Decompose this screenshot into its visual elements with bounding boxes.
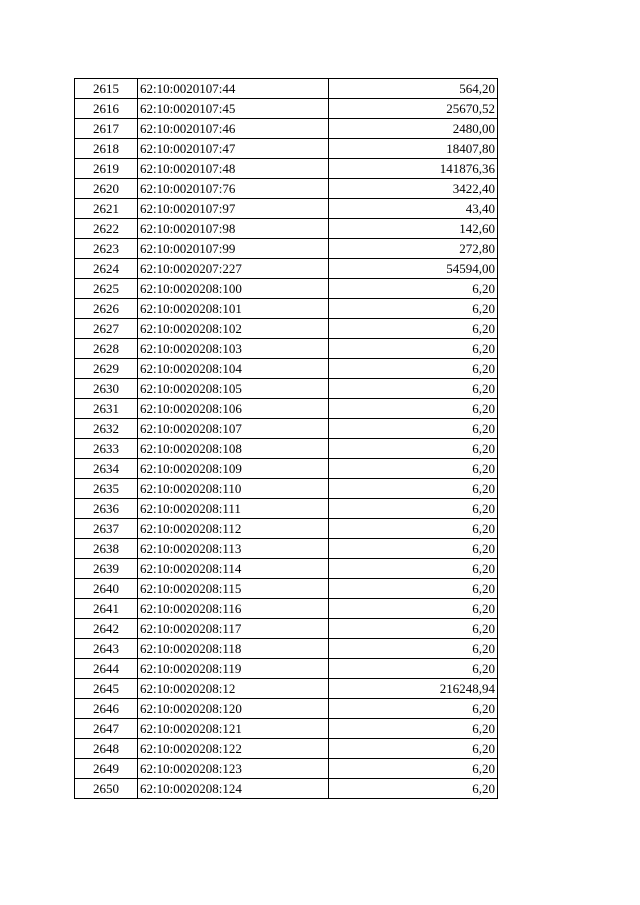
row-number-cell: 2646 xyxy=(75,699,138,719)
table-row xyxy=(75,419,498,439)
table-row xyxy=(75,779,498,799)
value-cell: 6,20 xyxy=(329,419,498,439)
row-number-cell: 2628 xyxy=(75,339,138,359)
value-cell: 6,20 xyxy=(329,459,498,479)
table-row xyxy=(75,99,498,119)
table-row xyxy=(75,639,498,659)
row-number-cell: 2630 xyxy=(75,379,138,399)
cadastral-number-cell: 62:10:0020208:111 xyxy=(138,499,329,519)
value-cell: 6,20 xyxy=(329,739,498,759)
table-row xyxy=(75,699,498,719)
value-cell: 142,60 xyxy=(329,219,498,239)
table-row xyxy=(75,479,498,499)
row-number-cell: 2640 xyxy=(75,579,138,599)
row-number-cell: 2619 xyxy=(75,159,138,179)
cadastral-number-cell: 62:10:0020208:102 xyxy=(138,319,329,339)
table-row xyxy=(75,759,498,779)
cadastral-number-cell: 62:10:0020208:107 xyxy=(138,419,329,439)
table-row xyxy=(75,739,498,759)
value-cell: 6,20 xyxy=(329,539,498,559)
value-cell: 6,20 xyxy=(329,579,498,599)
value-cell: 54594,00 xyxy=(329,259,498,279)
value-cell: 6,20 xyxy=(329,719,498,739)
value-cell: 6,20 xyxy=(329,339,498,359)
cadastral-number-cell: 62:10:0020208:120 xyxy=(138,699,329,719)
cadastral-number-cell: 62:10:0020107:44 xyxy=(138,79,329,99)
cadastral-number-cell: 62:10:0020208:118 xyxy=(138,639,329,659)
cadastral-number-cell: 62:10:0020107:46 xyxy=(138,119,329,139)
value-cell: 3422,40 xyxy=(329,179,498,199)
table-row xyxy=(75,199,498,219)
table-row xyxy=(75,119,498,139)
table-row xyxy=(75,359,498,379)
row-number-cell: 2629 xyxy=(75,359,138,379)
cadastral-number-cell: 62:10:0020208:103 xyxy=(138,339,329,359)
cadastral-number-cell: 62:10:0020207:227 xyxy=(138,259,329,279)
row-number-cell: 2645 xyxy=(75,679,138,699)
value-cell: 6,20 xyxy=(329,379,498,399)
cadastral-number-cell: 62:10:0020208:105 xyxy=(138,379,329,399)
cadastral-number-cell: 62:10:0020208:108 xyxy=(138,439,329,459)
table-row xyxy=(75,659,498,679)
value-cell: 6,20 xyxy=(329,699,498,719)
row-number-cell: 2620 xyxy=(75,179,138,199)
cadastral-number-cell: 62:10:0020208:110 xyxy=(138,479,329,499)
value-cell: 6,20 xyxy=(329,599,498,619)
value-cell: 6,20 xyxy=(329,279,498,299)
row-number-cell: 2623 xyxy=(75,239,138,259)
value-cell: 6,20 xyxy=(329,639,498,659)
table-row xyxy=(75,219,498,239)
table-row xyxy=(75,339,498,359)
cadastral-number-cell: 62:10:0020107:99 xyxy=(138,239,329,259)
cadastral-number-cell: 62:10:0020208:117 xyxy=(138,619,329,639)
cadastral-number-cell: 62:10:0020208:101 xyxy=(138,299,329,319)
cadastral-value-table xyxy=(74,78,498,799)
cadastral-number-cell: 62:10:0020208:114 xyxy=(138,559,329,579)
row-number-cell: 2637 xyxy=(75,519,138,539)
value-cell: 6,20 xyxy=(329,479,498,499)
table-row xyxy=(75,679,498,699)
row-number-cell: 2642 xyxy=(75,619,138,639)
table-row xyxy=(75,499,498,519)
cadastral-number-cell: 62:10:0020107:76 xyxy=(138,179,329,199)
value-cell: 6,20 xyxy=(329,619,498,639)
row-number-cell: 2641 xyxy=(75,599,138,619)
value-cell: 6,20 xyxy=(329,759,498,779)
value-cell: 272,80 xyxy=(329,239,498,259)
table-row xyxy=(75,179,498,199)
cadastral-number-cell: 62:10:0020208:106 xyxy=(138,399,329,419)
row-number-cell: 2632 xyxy=(75,419,138,439)
cadastral-number-cell: 62:10:0020208:109 xyxy=(138,459,329,479)
value-cell: 6,20 xyxy=(329,299,498,319)
value-cell: 18407,80 xyxy=(329,139,498,159)
row-number-cell: 2617 xyxy=(75,119,138,139)
row-number-cell: 2649 xyxy=(75,759,138,779)
table-row xyxy=(75,599,498,619)
row-number-cell: 2643 xyxy=(75,639,138,659)
cadastral-number-cell: 62:10:0020107:48 xyxy=(138,159,329,179)
cadastral-number-cell: 62:10:0020208:116 xyxy=(138,599,329,619)
value-cell: 2480,00 xyxy=(329,119,498,139)
value-cell: 6,20 xyxy=(329,319,498,339)
row-number-cell: 2650 xyxy=(75,779,138,799)
value-cell: 25670,52 xyxy=(329,99,498,119)
row-number-cell: 2631 xyxy=(75,399,138,419)
table-row xyxy=(75,299,498,319)
row-number-cell: 2648 xyxy=(75,739,138,759)
cadastral-number-cell: 62:10:0020208:123 xyxy=(138,759,329,779)
value-cell: 6,20 xyxy=(329,399,498,419)
row-number-cell: 2624 xyxy=(75,259,138,279)
value-cell: 216248,94 xyxy=(329,679,498,699)
table-row xyxy=(75,239,498,259)
value-cell: 141876,36 xyxy=(329,159,498,179)
cadastral-number-cell: 62:10:0020208:121 xyxy=(138,719,329,739)
table-row xyxy=(75,319,498,339)
row-number-cell: 2622 xyxy=(75,219,138,239)
cadastral-number-cell: 62:10:0020208:124 xyxy=(138,779,329,799)
table-row xyxy=(75,459,498,479)
row-number-cell: 2618 xyxy=(75,139,138,159)
table-row xyxy=(75,579,498,599)
cadastral-number-cell: 62:10:0020107:97 xyxy=(138,199,329,219)
row-number-cell: 2639 xyxy=(75,559,138,579)
cadastral-number-cell: 62:10:0020208:119 xyxy=(138,659,329,679)
value-cell: 6,20 xyxy=(329,659,498,679)
value-cell: 6,20 xyxy=(329,359,498,379)
value-cell: 43,40 xyxy=(329,199,498,219)
cadastral-number-cell: 62:10:0020208:104 xyxy=(138,359,329,379)
table-row xyxy=(75,719,498,739)
table-row xyxy=(75,539,498,559)
value-cell: 6,20 xyxy=(329,559,498,579)
value-cell: 564,20 xyxy=(329,79,498,99)
row-number-cell: 2635 xyxy=(75,479,138,499)
value-cell: 6,20 xyxy=(329,499,498,519)
row-number-cell: 2634 xyxy=(75,459,138,479)
cadastral-number-cell: 62:10:0020208:12 xyxy=(138,679,329,699)
table-row xyxy=(75,519,498,539)
row-number-cell: 2621 xyxy=(75,199,138,219)
value-cell: 6,20 xyxy=(329,439,498,459)
cadastral-number-cell: 62:10:0020208:112 xyxy=(138,519,329,539)
row-number-cell: 2647 xyxy=(75,719,138,739)
cadastral-number-cell: 62:10:0020107:98 xyxy=(138,219,329,239)
table-row xyxy=(75,79,498,99)
cadastral-number-cell: 62:10:0020107:47 xyxy=(138,139,329,159)
cadastral-number-cell: 62:10:0020208:100 xyxy=(138,279,329,299)
value-cell: 6,20 xyxy=(329,779,498,799)
table-row xyxy=(75,619,498,639)
table-row xyxy=(75,259,498,279)
row-number-cell: 2633 xyxy=(75,439,138,459)
table-row xyxy=(75,439,498,459)
cadastral-number-cell: 62:10:0020208:122 xyxy=(138,739,329,759)
row-number-cell: 2625 xyxy=(75,279,138,299)
table-row xyxy=(75,139,498,159)
table-row xyxy=(75,279,498,299)
table-row xyxy=(75,559,498,579)
cadastral-number-cell: 62:10:0020107:45 xyxy=(138,99,329,119)
table-row xyxy=(75,159,498,179)
row-number-cell: 2636 xyxy=(75,499,138,519)
row-number-cell: 2627 xyxy=(75,319,138,339)
table-body xyxy=(75,79,498,799)
cadastral-number-cell: 62:10:0020208:115 xyxy=(138,579,329,599)
row-number-cell: 2644 xyxy=(75,659,138,679)
row-number-cell: 2626 xyxy=(75,299,138,319)
table-row xyxy=(75,379,498,399)
row-number-cell: 2615 xyxy=(75,79,138,99)
value-cell: 6,20 xyxy=(329,519,498,539)
cadastral-number-cell: 62:10:0020208:113 xyxy=(138,539,329,559)
table-row xyxy=(75,399,498,419)
row-number-cell: 2616 xyxy=(75,99,138,119)
row-number-cell: 2638 xyxy=(75,539,138,559)
